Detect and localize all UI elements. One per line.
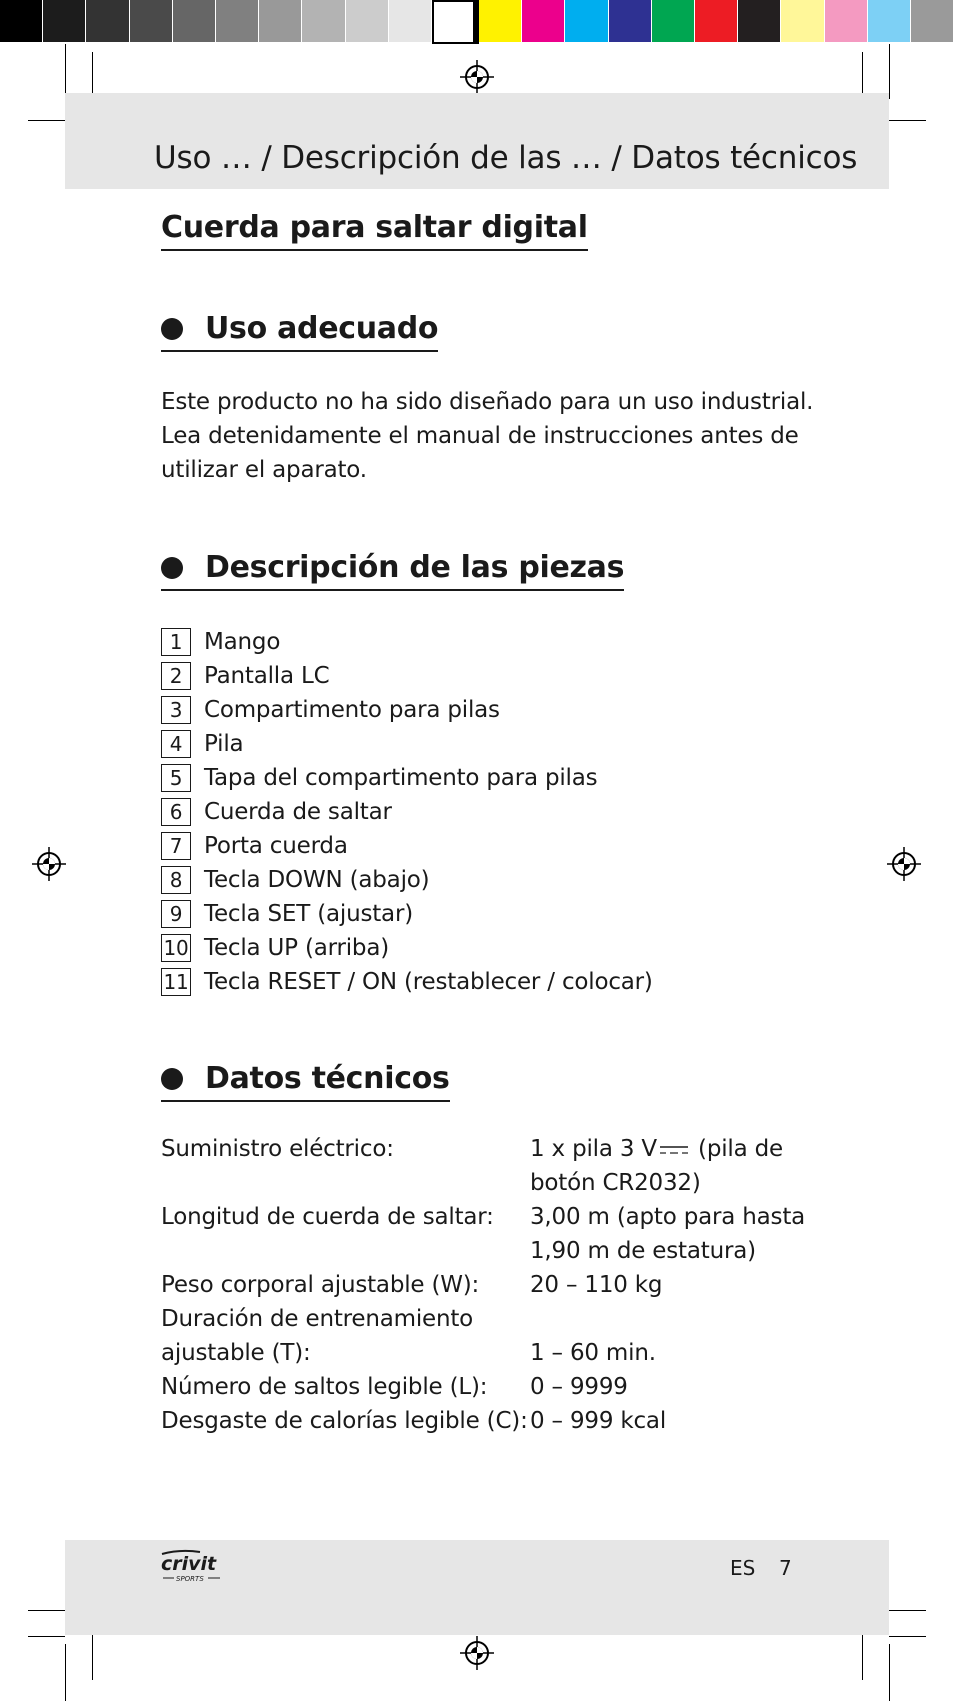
crop-mark <box>65 1644 66 1701</box>
list-item <box>161 829 653 863</box>
crop-mark <box>92 52 93 99</box>
uso-paragraph <box>161 385 814 487</box>
part-number: 5 <box>161 764 191 792</box>
part-number: 3 <box>161 696 191 724</box>
part-number: 11 <box>161 968 191 996</box>
part-number: 4 <box>161 730 191 758</box>
list-item <box>161 727 653 761</box>
color-swatch <box>389 0 432 42</box>
spec-row <box>161 1302 810 1370</box>
paragraph-line: Este producto no ha sido diseñado para un uso industrial. <box>161 389 814 415</box>
list-item <box>161 965 653 999</box>
running-header-title: Uso … / Descripción de las … / Datos técnicos <box>154 140 858 176</box>
spec-value: 1,90 m de estatura) <box>530 1238 756 1264</box>
spec-label: Desgaste de calorías legible (C): <box>161 1408 528 1434</box>
color-swatch <box>216 0 259 42</box>
spec-label: ajustable (T): <box>161 1340 311 1366</box>
list-item <box>161 931 653 965</box>
crop-mark <box>889 1610 926 1611</box>
logo-text: crivit <box>161 1553 217 1575</box>
part-label: Cuerda de saltar <box>204 799 392 825</box>
section-heading-text: Datos técnicos <box>205 1061 450 1096</box>
crop-mark <box>889 1644 890 1701</box>
registration-mark-icon <box>32 847 66 881</box>
part-label: Pila <box>204 731 244 757</box>
color-swatch <box>781 0 824 42</box>
color-swatch <box>522 0 565 42</box>
part-number: 2 <box>161 662 191 690</box>
color-swatch <box>259 0 302 42</box>
part-label: Tecla UP (arriba) <box>204 935 389 961</box>
spec-label: Peso corporal ajustable (W): <box>161 1272 480 1298</box>
crop-mark <box>28 120 65 121</box>
part-number: 1 <box>161 628 191 656</box>
crop-mark <box>92 1630 93 1680</box>
crivit-sports-logo <box>160 1548 232 1584</box>
spec-row <box>161 1132 810 1200</box>
part-number: 9 <box>161 900 191 928</box>
document-title: Cuerda para saltar digital <box>161 210 588 251</box>
part-number: 10 <box>161 934 191 962</box>
color-swatch <box>86 0 129 42</box>
spec-row <box>161 1404 810 1438</box>
crop-mark <box>889 120 926 121</box>
spec-value: 1 – 60 min. <box>530 1340 656 1366</box>
spec-table <box>161 1132 810 1438</box>
spec-row <box>161 1200 810 1268</box>
list-item <box>161 659 653 693</box>
paragraph-line: utilizar el aparato. <box>161 457 367 483</box>
printer-color-bar <box>0 0 954 44</box>
part-label: Compartimento para pilas <box>204 697 500 723</box>
part-label: Tecla SET (ajustar) <box>204 901 413 927</box>
list-item <box>161 761 653 795</box>
color-swatch <box>868 0 911 42</box>
crop-mark <box>28 1636 65 1637</box>
section-heading-text: Uso adecuado <box>205 311 439 346</box>
spec-label: Suministro eléctrico: <box>161 1136 394 1162</box>
spec-label: Longitud de cuerda de saltar: <box>161 1204 494 1230</box>
bullet-icon <box>161 318 183 340</box>
color-swatch <box>346 0 389 42</box>
spec-label: Duración de entrenamiento <box>161 1306 474 1332</box>
color-swatch <box>565 0 608 42</box>
color-swatch <box>695 0 738 42</box>
crop-mark <box>28 1610 65 1611</box>
part-number: 7 <box>161 832 191 860</box>
section-heading-datos <box>161 1061 450 1102</box>
bullet-icon <box>161 557 183 579</box>
color-swatch <box>652 0 695 42</box>
color-swatch <box>43 0 86 42</box>
spec-value: 0 – 9999 <box>530 1374 628 1400</box>
part-label: Mango <box>204 629 281 655</box>
color-swatch <box>432 0 475 44</box>
spec-label: Número de saltos legible (L): <box>161 1374 488 1400</box>
spec-row <box>161 1268 810 1302</box>
spec-value: 0 – 999 kcal <box>530 1408 667 1434</box>
color-swatch <box>825 0 868 42</box>
crop-mark <box>862 52 863 99</box>
color-swatch <box>130 0 173 42</box>
spec-value: 1 x pila 3 V (pila de <box>530 1136 783 1162</box>
section-heading-text: Descripción de las piezas <box>205 550 625 585</box>
color-swatch <box>479 0 522 42</box>
crop-mark <box>65 44 66 99</box>
bullet-icon <box>161 1068 183 1090</box>
part-label: Tapa del compartimento para pilas <box>204 765 598 791</box>
color-swatch <box>0 0 43 42</box>
part-label: Tecla DOWN (abajo) <box>204 867 430 893</box>
language-code: ES <box>730 1556 756 1580</box>
color-swatch <box>609 0 652 42</box>
spec-value <box>530 1302 810 1336</box>
spec-value: 3,00 m (apto para hasta <box>530 1204 806 1230</box>
crop-mark <box>889 44 890 99</box>
section-heading-uso <box>161 311 438 352</box>
crop-mark <box>889 1636 926 1637</box>
crop-mark <box>862 1630 863 1680</box>
section-heading-descripcion <box>161 550 624 591</box>
list-item <box>161 897 653 931</box>
list-item <box>161 795 653 829</box>
color-swatch <box>173 0 216 42</box>
spec-value: 20 – 110 kg <box>530 1272 663 1298</box>
registration-mark-icon <box>460 60 494 94</box>
list-item <box>161 693 653 727</box>
part-number: 8 <box>161 866 191 894</box>
registration-mark-icon <box>887 847 921 881</box>
direct-current-icon <box>659 1144 689 1156</box>
spec-value: botón CR2032) <box>530 1170 701 1196</box>
part-number: 6 <box>161 798 191 826</box>
registration-mark-icon <box>460 1636 494 1670</box>
page-number: 7 <box>779 1556 792 1580</box>
list-item <box>161 863 653 897</box>
list-item <box>161 625 653 659</box>
part-label: Porta cuerda <box>204 833 348 859</box>
logo-subtext: SPORTS <box>176 1575 204 1583</box>
part-label: Tecla RESET / ON (restablecer / colocar) <box>204 969 653 995</box>
spec-row <box>161 1370 810 1404</box>
color-swatch <box>738 0 781 42</box>
parts-list <box>161 625 653 999</box>
color-swatch <box>911 0 954 42</box>
paragraph-line: Lea detenidamente el manual de instrucciones antes de <box>161 423 799 449</box>
color-swatch <box>302 0 345 42</box>
part-label: Pantalla LC <box>204 663 330 689</box>
